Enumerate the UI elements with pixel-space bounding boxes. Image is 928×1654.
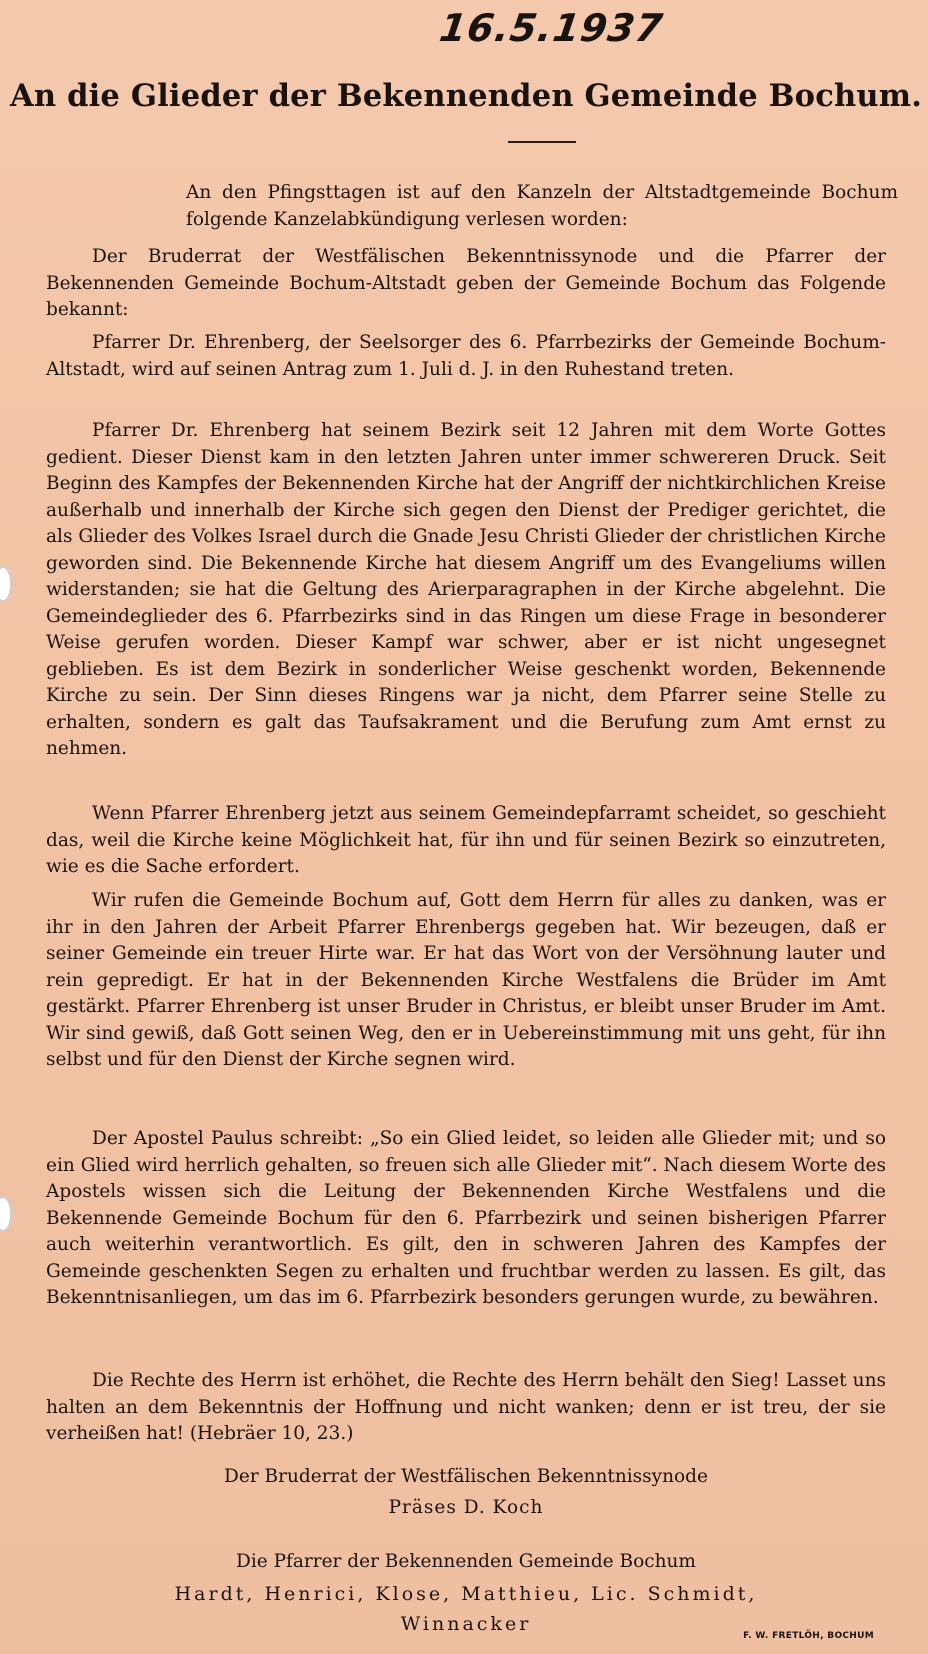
- signature-praeses: Präses D. Koch: [388, 1497, 544, 1518]
- paragraph-thanks: Wir rufen die Gemeinde Bochum auf, Gott dem Herrn für alles zu danken, was er ihr in den Jahren der Arbeit Pfarrer Ehrenbergs gegeben hat. Wir bezeugen, daß er seiner Gemeinde ein treuer Hirte war. Er hat das Wort von der Versöhnung lauter und rein gepredigt. Er hat in der Bekennenden Kirche Westfalens die Brüder im Amt gestärkt. Pfarrer Ehrenberg ist unser Bruder in Christus, er bleibt unser Bruder im Amt. Wir sind gewiß, daß Gott seinen Weg, den er in Uebereinstimmung mit uns geht, für ihn selbst und für den Dienst der Kirche segnen wird.: [46, 890, 886, 1070]
- signature-pastors-names: Hardt, Henrici, Klose, Matthieu, Lic. Schmidt,: [174, 1583, 758, 1605]
- paragraph-closing: Die Rechte des Herrn ist erhöhet, die Rechte des Herrn behält den Sieg! Lasset uns halten an dem Bekenntnis der Hoffnung und nicht wanken; denn er ist treu, der sie verheißen hat! (Hebräer 10, 23.): [46, 1370, 886, 1444]
- headline: An die Glieder der Bekennenden Gemeinde Bochum.: [10, 78, 923, 114]
- handwritten-date: 16.5.1937: [436, 6, 667, 50]
- signature-council: Der Bruderrat der Westfälischen Bekenntnissynode: [224, 1466, 708, 1487]
- printer-imprint: F. W. FRETLÖH, BOCHUM: [743, 1631, 874, 1641]
- punch-hole-lower: [0, 1196, 12, 1232]
- punch-hole-upper: [0, 566, 12, 602]
- paragraph-announcement: Der Bruderrat der Westfälischen Bekenntnissynode und die Pfarrer der Bekennenden Gemeinde Bochum-Altstadt geben der Gemeinde Bochum das Folgende bekannt:: [46, 246, 886, 320]
- title-divider: [508, 141, 576, 143]
- paragraph-retirement: Pfarrer Dr. Ehrenberg, der Seelsorger des 6. Pfarrbezirks der Gemeinde Bochum-Altstadt, wird auf seinen Antrag zum 1. Juli d. J. in den Ruhestand treten.: [46, 332, 886, 380]
- intro-paragraph: An den Pfingsttagen ist auf den Kanzeln der Altstadtgemeinde Bochum folgende Kanzelabkündigung verlesen worden:: [186, 182, 898, 230]
- signature-pastors-heading: Die Pfarrer der Bekennenden Gemeinde Bochum: [236, 1551, 696, 1572]
- paragraph-apostle: Der Apostel Paulus schreibt: „So ein Glied leidet, so leiden alle Glieder mit; und so ein Glied wird herrlich gehalten, so freuen sich alle Glieder mit“. Nach diesem Worte des Apostels wissen sich die Leitung der Bekennenden Kirche Westfalens und die Bekennende Gemeinde Bochum für den 6. Pfarrbezirk und seinen bisherigen Pfarrer auch weiterhin verantwortlich. Es gilt, den in schweren Jahren des Kampfes der Gemeinde geschenkten Segen zu erhalten und fruchtbar werden zu lassen. Es gilt, das Bekenntnisanliegen, um das im 6. Pfarrbezirk besonders gerungen wurde, zu bewähren.: [46, 1128, 886, 1308]
- paragraph-departure: Wenn Pfarrer Ehrenberg jetzt aus seinem Gemeindepfarramt scheidet, so geschieht das, weil die Kirche keine Möglichkeit hat, für ihn und für seinen Bezirk so einzutreten, wie es die Sache erfordert.: [46, 803, 886, 877]
- paragraph-service: Pfarrer Dr. Ehrenberg hat seinem Bezirk seit 12 Jahren mit dem Worte Gottes gedient. Dieser Dienst kam in den letzten Jahren unter immer schwereren Druck. Seit Beginn des Kampfes der Bekennenden Kirche hat der Angriff der nichtkirchlichen Kreise außerhalb und innerhalb der Kirche sich gegen den Dienst der Prediger gerichtet, die als Glieder des Volkes Israel durch die Gnade Jesu Christi Glieder der christlichen Kirche geworden sind. Die Bekennende Kirche hat diesem Angriff um des Evangeliums willen widerstanden; sie hat die Geltung des Arierparagraphen in der Kirche abgelehnt. Die Gemeindeglieder des 6. Pfarrbezirks sind in das Ringen um diese Frage in besonderer Weise gerufen worden. Dieser Kampf war schwer, aber er ist nicht ungesegnet geblieben. Es ist dem Bezirk in sonderlicher Weise geschenkt worden, Bekennende Kirche zu sein. Der Sinn dieses Ringens war ja nicht, dem Pfarrer seine Stelle zu erhalten, sondern es galt das Taufsakrament und die Berufung zum Amt ernst zu nehmen.: [46, 420, 886, 759]
- signature-pastors-names-continued: Winnacker: [400, 1613, 532, 1635]
